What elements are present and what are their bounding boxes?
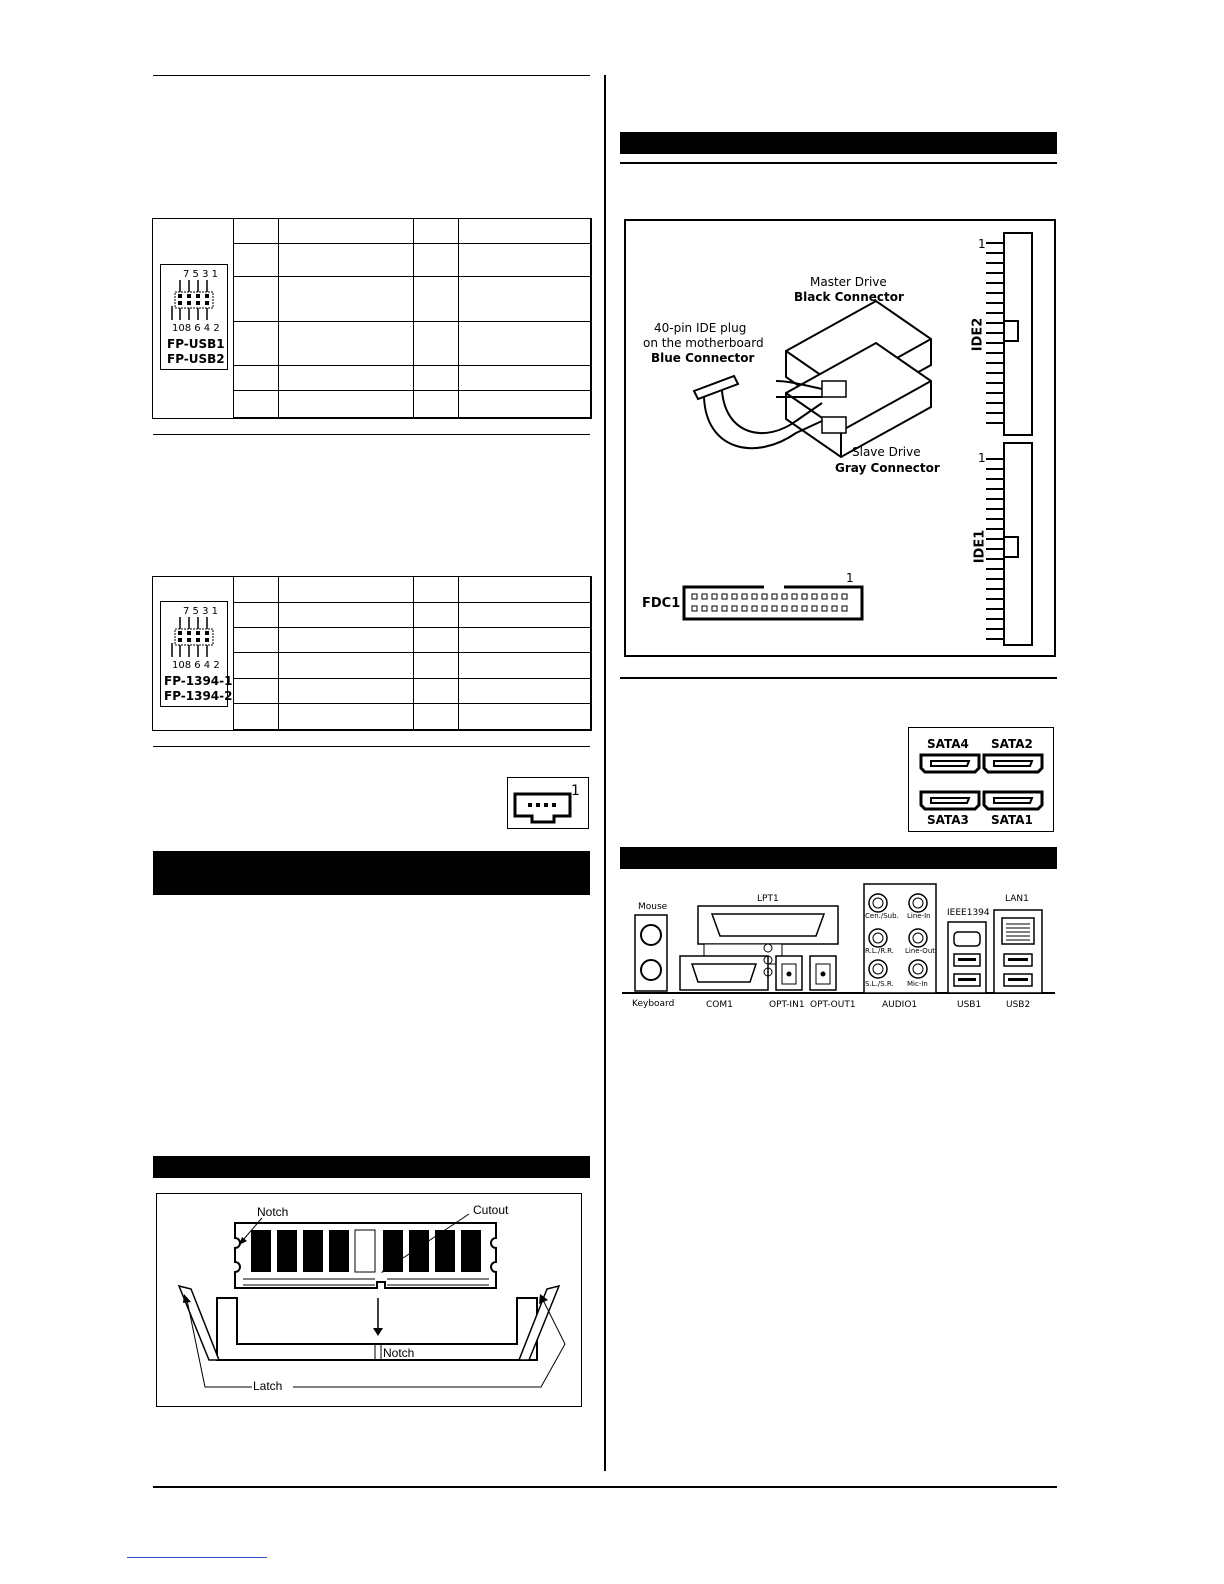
ide1-pin-one-label: 1 xyxy=(978,451,986,465)
fan-pin-one-label: 1 xyxy=(571,783,580,799)
memory-install-figure xyxy=(156,1193,582,1407)
ieee-header-name-2: FP-1394-2 xyxy=(164,689,233,703)
ieee-header-diagram xyxy=(160,601,233,707)
slave-drive-label: Slave Drive xyxy=(852,445,921,459)
mic-in-label: Mic-In xyxy=(907,980,928,988)
usb-header-diagram xyxy=(160,264,228,370)
usb-header-name-1: FP-USB1 xyxy=(167,337,225,351)
usb-pin-grid-icon xyxy=(161,280,227,320)
keyboard-label: Keyboard xyxy=(632,999,675,1009)
usb-pin-top-label: 7 5 3 1 xyxy=(183,269,218,280)
ide2-label: IDE2 xyxy=(970,317,986,352)
dimm-diagram xyxy=(157,1194,581,1406)
sl-sr-label: S.L./S.R. xyxy=(865,980,894,988)
io-back-panel xyxy=(620,880,1057,1015)
notch-bottom-label: Notch xyxy=(383,1346,415,1360)
usb1-label: USB1 xyxy=(957,1000,982,1010)
master-connector-label: Black Connector xyxy=(794,290,904,304)
ieee-header-table xyxy=(152,576,592,731)
sata3-label: SATA3 xyxy=(927,813,969,827)
rl-rr-label: R.L./R.R. xyxy=(865,947,895,955)
usb-header-name-2: FP-USB2 xyxy=(167,352,225,366)
right-section-bar-1 xyxy=(620,132,1057,154)
notch-top-label: Notch xyxy=(257,1205,289,1219)
left-top-rule xyxy=(153,75,590,76)
ieee-pin-top-label: 7 5 3 1 xyxy=(183,606,218,617)
gray-connector-label: Gray Connector xyxy=(835,461,940,475)
ide-plug-label-2: on the motherboard xyxy=(643,336,764,350)
left-rule-2 xyxy=(153,434,590,435)
left-section-bar-2 xyxy=(153,1156,590,1178)
blue-connector-label: Blue Connector xyxy=(651,351,755,365)
ieee1394-label: IEEE1394 xyxy=(947,908,990,918)
cutout-label: Cutout xyxy=(473,1203,509,1217)
ide-plug-label-1: 40-pin IDE plug xyxy=(654,321,747,335)
ieee-pin-bottom-label: 108 6 4 2 xyxy=(172,660,220,671)
lan1-label: LAN1 xyxy=(1005,894,1029,904)
ieee-header-name-1: FP-1394-1 xyxy=(164,674,233,688)
fan-connector-icon xyxy=(507,777,589,829)
audio1-label: AUDIO1 xyxy=(882,1000,918,1010)
sata-figure xyxy=(908,727,1054,832)
footer-link-underline xyxy=(127,1557,267,1558)
usb2-label: USB2 xyxy=(1006,1000,1031,1010)
right-section-bar-2 xyxy=(620,847,1057,869)
column-divider xyxy=(604,75,606,1471)
left-section-bar-1 xyxy=(153,851,590,895)
io-panel-diagram xyxy=(620,880,1057,1015)
master-drive-label: Master Drive xyxy=(810,275,887,289)
com1-label: COM1 xyxy=(706,1000,733,1010)
right-rule-2 xyxy=(620,677,1057,679)
usb-header-table xyxy=(152,218,592,419)
ieee-pin-grid-icon xyxy=(161,617,227,657)
lpt1-label: LPT1 xyxy=(757,894,779,904)
footer-rule xyxy=(153,1486,1057,1488)
line-in-label: Line-In xyxy=(907,912,931,920)
sata4-label: SATA4 xyxy=(927,737,969,751)
ide2-pin-one-label: 1 xyxy=(978,237,986,251)
sata2-label: SATA2 xyxy=(991,737,1033,751)
left-rule-3 xyxy=(153,746,590,747)
opt-out-label: OPT-OUT1 xyxy=(810,1000,856,1010)
opt-in-label: OPT-IN1 xyxy=(769,1000,805,1010)
fdc1-label: FDC1 xyxy=(642,596,681,611)
ide-fdc-figure xyxy=(624,219,1056,657)
latch-label: Latch xyxy=(253,1379,283,1393)
line-out-label: Line-Out xyxy=(905,947,935,955)
right-rule-1 xyxy=(620,162,1057,164)
usb-pin-bottom-label: 108 6 4 2 xyxy=(172,323,220,334)
fdc-pin-one-label: 1 xyxy=(846,571,854,585)
sata1-label: SATA1 xyxy=(991,813,1033,827)
ide1-label: IDE1 xyxy=(972,529,988,564)
mouse-label: Mouse xyxy=(638,902,668,912)
cen-sub-label: Cen./Sub. xyxy=(865,912,899,920)
